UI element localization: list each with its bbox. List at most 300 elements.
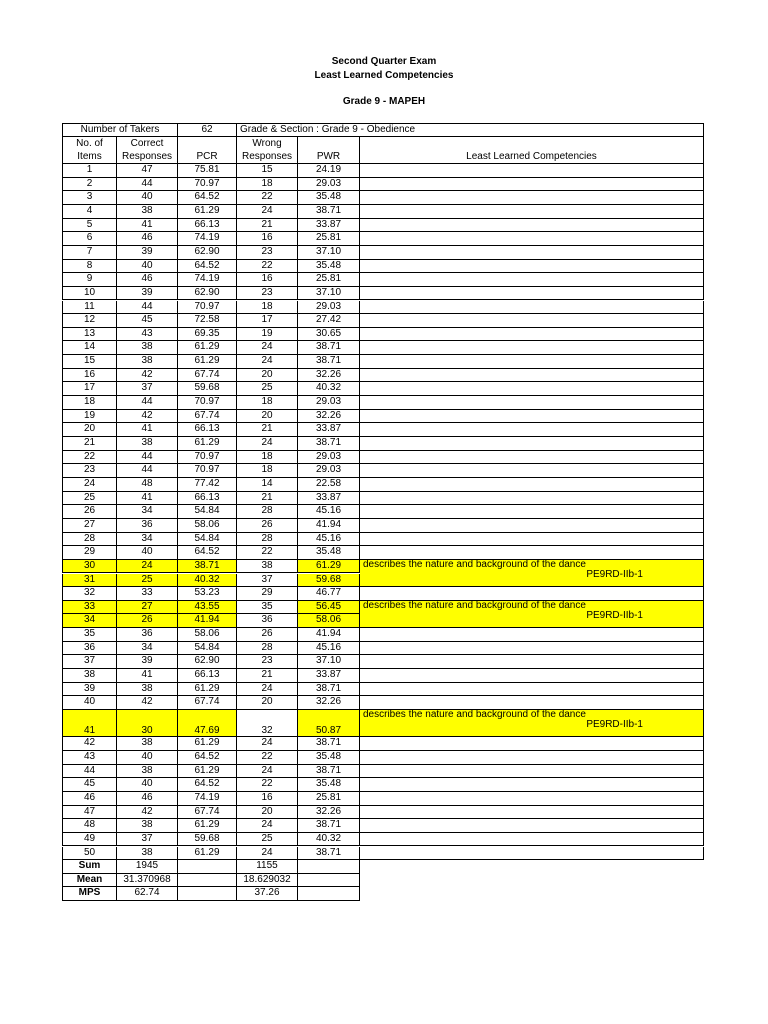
wrong-responses: 22 — [237, 546, 298, 560]
correct-responses: 41 — [117, 669, 178, 683]
competency-empty-cell — [360, 328, 704, 342]
pwr-value: 38.71 — [298, 205, 360, 219]
wrong-responses: 21 — [237, 423, 298, 437]
header-competencies-line2: Least Learned Competencies — [466, 151, 597, 162]
pcr-value: 61.29 — [178, 355, 237, 369]
wrong-responses: 24 — [237, 847, 298, 861]
correct-responses: 38 — [117, 437, 178, 451]
correct-responses: 34 — [117, 533, 178, 547]
summary-pcr-empty — [178, 860, 237, 874]
competency-empty-cell — [360, 642, 704, 656]
wrong-responses: 24 — [237, 437, 298, 451]
pcr-value: 64.52 — [178, 778, 237, 792]
wrong-responses: 26 — [237, 628, 298, 642]
pcr-value: 61.29 — [178, 205, 237, 219]
competency-empty-cell — [360, 423, 704, 437]
wrong-responses: 14 — [237, 478, 298, 492]
pwr-value: 37.10 — [298, 246, 360, 260]
wrong-responses: 20 — [237, 369, 298, 383]
item-number: 22 — [62, 451, 117, 465]
summary-label: MPS — [62, 887, 117, 901]
pcr-value: 74.19 — [178, 232, 237, 246]
pwr-value: 29.03 — [298, 301, 360, 315]
pwr-value: 46.77 — [298, 587, 360, 601]
pwr-value: 33.87 — [298, 423, 360, 437]
correct-responses: 44 — [117, 396, 178, 410]
pwr-value: 25.81 — [298, 273, 360, 287]
pwr-value: 37.10 — [298, 287, 360, 301]
pcr-value: 53.23 — [178, 587, 237, 601]
summary-wrong: 37.26 — [237, 887, 298, 901]
item-number: 9 — [62, 273, 117, 287]
correct-responses: 42 — [117, 369, 178, 383]
wrong-responses: 22 — [237, 260, 298, 274]
correct-responses: 41 — [117, 492, 178, 506]
item-number: 5 — [62, 219, 117, 233]
competency-empty-cell — [360, 246, 704, 260]
correct-responses: 40 — [117, 260, 178, 274]
correct-responses: 39 — [117, 655, 178, 669]
item-number: 18 — [62, 396, 117, 410]
wrong-responses: 38 — [237, 560, 298, 574]
pcr-value: 70.97 — [178, 464, 237, 478]
pcr-value: 40.32 — [178, 574, 237, 588]
wrong-responses: 37 — [237, 574, 298, 588]
pcr-value: 61.29 — [178, 737, 237, 751]
wrong-responses: 16 — [237, 273, 298, 287]
competency-empty-cell — [360, 792, 704, 806]
competency-empty-cell — [360, 546, 704, 560]
correct-responses: 27 — [117, 601, 178, 615]
pwr-value: 59.68 — [298, 574, 360, 588]
competency-empty-cell — [360, 819, 704, 833]
pwr-value: 38.71 — [298, 355, 360, 369]
pwr-value: 40.32 — [298, 382, 360, 396]
header-competencies — [360, 137, 704, 164]
correct-responses: 48 — [117, 478, 178, 492]
summary-correct: 62.74 — [117, 887, 178, 901]
competency-empty-cell — [360, 478, 704, 492]
correct-responses: 26 — [117, 614, 178, 628]
wrong-responses: 24 — [237, 819, 298, 833]
competency-empty-cell — [360, 178, 704, 192]
correct-responses: 38 — [117, 355, 178, 369]
competency-code: PE9RD-IIb-1 — [586, 568, 643, 580]
header-pwr-line2: PWR — [316, 151, 341, 162]
pcr-value: 64.52 — [178, 546, 237, 560]
pcr-value: 70.97 — [178, 178, 237, 192]
item-number: 28 — [62, 533, 117, 547]
summary-correct: 31.370968 — [117, 874, 178, 888]
wrong-responses: 18 — [237, 301, 298, 315]
pwr-value: 29.03 — [298, 396, 360, 410]
summary-wrong: 18.629032 — [237, 874, 298, 888]
correct-responses: 42 — [117, 696, 178, 710]
correct-responses: 34 — [117, 505, 178, 519]
pwr-value: 25.81 — [298, 792, 360, 806]
item-number: 19 — [62, 410, 117, 424]
competency-empty-cell — [360, 669, 704, 683]
wrong-responses: 20 — [237, 410, 298, 424]
wrong-responses: 20 — [237, 696, 298, 710]
item-number: 7 — [62, 246, 117, 260]
competency-cell — [360, 601, 704, 628]
pcr-value: 64.52 — [178, 751, 237, 765]
wrong-responses: 28 — [237, 533, 298, 547]
competency-empty-cell — [360, 260, 704, 274]
correct-responses: 39 — [117, 246, 178, 260]
item-number: 50 — [62, 847, 117, 861]
summary-label: Mean — [62, 874, 117, 888]
pwr-value: 29.03 — [298, 464, 360, 478]
correct-responses: 46 — [117, 273, 178, 287]
header-wrong — [237, 137, 298, 164]
item-number: 17 — [62, 382, 117, 396]
pwr-value: 61.29 — [298, 560, 360, 574]
pwr-value: 35.48 — [298, 751, 360, 765]
item-number: 20 — [62, 423, 117, 437]
pwr-value: 35.48 — [298, 778, 360, 792]
pwr-value: 40.32 — [298, 833, 360, 847]
item-number: 38 — [62, 669, 117, 683]
pcr-value: 64.52 — [178, 191, 237, 205]
competency-empty-cell — [360, 205, 704, 219]
correct-responses: 40 — [117, 751, 178, 765]
wrong-responses: 21 — [237, 219, 298, 233]
competency-text: describes the nature and background of the dance — [363, 600, 586, 611]
pwr-value: 38.71 — [298, 737, 360, 751]
summary-pcr-empty — [178, 887, 237, 901]
correct-responses: 30 — [117, 710, 178, 737]
wrong-responses: 18 — [237, 451, 298, 465]
pcr-value: 66.13 — [178, 669, 237, 683]
item-number: 25 — [62, 492, 117, 506]
pcr-value: 70.97 — [178, 301, 237, 315]
item-number: 39 — [62, 683, 117, 697]
wrong-responses: 35 — [237, 601, 298, 615]
grade-title: Grade 9 - MAPEH — [342, 96, 426, 107]
pcr-value: 58.06 — [178, 628, 237, 642]
item-number: 45 — [62, 778, 117, 792]
pcr-value: 61.29 — [178, 437, 237, 451]
competency-code: PE9RD-IIb-1 — [586, 609, 643, 621]
competency-empty-cell — [360, 437, 704, 451]
wrong-responses: 26 — [237, 519, 298, 533]
item-number: 44 — [62, 765, 117, 779]
pwr-value: 24.19 — [298, 164, 360, 178]
item-number: 3 — [62, 191, 117, 205]
wrong-responses: 18 — [237, 178, 298, 192]
grade-section: Grade & Section : Grade 9 - Obedience — [237, 123, 704, 137]
competency-empty-cell — [360, 505, 704, 519]
item-number: 29 — [62, 546, 117, 560]
pcr-value: 61.29 — [178, 847, 237, 861]
header-items — [62, 137, 117, 164]
pwr-value: 41.94 — [298, 628, 360, 642]
competency-text: describes the nature and background of the dance — [363, 710, 586, 720]
pwr-value: 41.94 — [298, 519, 360, 533]
correct-responses: 38 — [117, 765, 178, 779]
pwr-value: 30.65 — [298, 328, 360, 342]
wrong-responses: 16 — [237, 792, 298, 806]
competency-empty-cell — [360, 451, 704, 465]
item-number: 34 — [62, 614, 117, 628]
pcr-value: 41.94 — [178, 614, 237, 628]
item-number: 26 — [62, 505, 117, 519]
competency-empty-cell — [360, 273, 704, 287]
pwr-value: 38.71 — [298, 437, 360, 451]
pwr-value: 58.06 — [298, 614, 360, 628]
header-wrong-line1: Wrong — [252, 138, 282, 149]
pwr-value: 38.71 — [298, 819, 360, 833]
pwr-value: 29.03 — [298, 178, 360, 192]
pcr-value: 77.42 — [178, 478, 237, 492]
pcr-value: 75.81 — [178, 164, 237, 178]
wrong-responses: 18 — [237, 396, 298, 410]
item-number: 8 — [62, 260, 117, 274]
pwr-value: 32.26 — [298, 410, 360, 424]
wrong-responses: 36 — [237, 614, 298, 628]
competency-empty-cell — [360, 369, 704, 383]
correct-responses: 42 — [117, 410, 178, 424]
correct-responses: 36 — [117, 628, 178, 642]
header-items-line1: No. of — [76, 138, 103, 149]
pwr-value: 33.87 — [298, 492, 360, 506]
pcr-value: 58.06 — [178, 519, 237, 533]
pwr-value: 25.81 — [298, 232, 360, 246]
competency-table — [62, 123, 704, 905]
competency-empty-cell — [360, 533, 704, 547]
correct-responses: 33 — [117, 587, 178, 601]
correct-responses: 41 — [117, 423, 178, 437]
header-correct-line1: Correct — [130, 138, 164, 149]
competency-empty-cell — [360, 492, 704, 506]
correct-responses: 44 — [117, 178, 178, 192]
summary-pwr-empty — [298, 860, 360, 874]
item-number: 31 — [62, 574, 117, 588]
wrong-responses: 28 — [237, 642, 298, 656]
competency-empty-cell — [360, 232, 704, 246]
summary-pcr-empty — [178, 874, 237, 888]
pcr-value: 47.69 — [178, 710, 237, 737]
wrong-responses: 24 — [237, 737, 298, 751]
competency-empty-cell — [360, 778, 704, 792]
wrong-responses: 22 — [237, 191, 298, 205]
item-number: 10 — [62, 287, 117, 301]
competency-empty-cell — [360, 396, 704, 410]
correct-responses: 24 — [117, 560, 178, 574]
correct-responses: 38 — [117, 847, 178, 861]
item-number: 2 — [62, 178, 117, 192]
item-number: 36 — [62, 642, 117, 656]
wrong-responses: 17 — [237, 314, 298, 328]
competency-empty-cell — [360, 655, 704, 669]
item-number: 37 — [62, 655, 117, 669]
competency-empty-cell — [360, 765, 704, 779]
pwr-value: 38.71 — [298, 683, 360, 697]
competency-code: PE9RD-IIb-1 — [586, 719, 643, 730]
correct-responses: 37 — [117, 833, 178, 847]
pwr-value: 35.48 — [298, 546, 360, 560]
wrong-responses: 20 — [237, 806, 298, 820]
exam-title: Second Quarter Exam — [331, 56, 437, 67]
pcr-value: 54.84 — [178, 642, 237, 656]
wrong-responses: 15 — [237, 164, 298, 178]
pwr-value: 33.87 — [298, 219, 360, 233]
summary-correct: 1945 — [117, 860, 178, 874]
takers-label: Number of Takers — [62, 123, 178, 137]
pcr-value: 72.58 — [178, 314, 237, 328]
item-number: 11 — [62, 301, 117, 315]
pcr-value: 67.74 — [178, 369, 237, 383]
item-number: 12 — [62, 314, 117, 328]
competency-cell — [360, 560, 704, 587]
pcr-value: 54.84 — [178, 505, 237, 519]
pwr-value: 45.16 — [298, 533, 360, 547]
competency-empty-cell — [360, 410, 704, 424]
item-number: 41 — [62, 710, 117, 737]
pcr-value: 61.29 — [178, 765, 237, 779]
competency-empty-cell — [360, 628, 704, 642]
item-number: 46 — [62, 792, 117, 806]
wrong-responses: 21 — [237, 669, 298, 683]
pcr-value: 62.90 — [178, 655, 237, 669]
pcr-value: 70.97 — [178, 451, 237, 465]
competency-empty-cell — [360, 587, 704, 601]
item-number: 42 — [62, 737, 117, 751]
competency-empty-cell — [360, 219, 704, 233]
correct-responses: 38 — [117, 341, 178, 355]
header-correct — [117, 137, 178, 164]
pcr-value: 74.19 — [178, 792, 237, 806]
pwr-value: 56.45 — [298, 601, 360, 615]
pwr-value: 45.16 — [298, 642, 360, 656]
competency-cell — [360, 710, 704, 737]
competency-empty-cell — [360, 164, 704, 178]
pcr-value: 64.52 — [178, 260, 237, 274]
item-number: 4 — [62, 205, 117, 219]
correct-responses: 38 — [117, 819, 178, 833]
pcr-value: 43.55 — [178, 601, 237, 615]
header-wrong-line2: Responses — [241, 151, 293, 162]
correct-responses: 44 — [117, 301, 178, 315]
correct-responses: 47 — [117, 164, 178, 178]
pwr-value: 38.71 — [298, 341, 360, 355]
wrong-responses: 22 — [237, 778, 298, 792]
pwr-value: 50.87 — [298, 710, 360, 737]
pcr-value: 67.74 — [178, 696, 237, 710]
correct-responses: 44 — [117, 451, 178, 465]
summary-wrong: 1155 — [237, 860, 298, 874]
item-number: 24 — [62, 478, 117, 492]
header-pcr — [178, 137, 237, 164]
pcr-value: 66.13 — [178, 219, 237, 233]
competency-empty-cell — [360, 314, 704, 328]
pcr-value: 61.29 — [178, 819, 237, 833]
correct-responses: 36 — [117, 519, 178, 533]
item-number: 49 — [62, 833, 117, 847]
item-number: 21 — [62, 437, 117, 451]
header-items-line2: Items — [77, 151, 102, 162]
pcr-value: 62.90 — [178, 246, 237, 260]
correct-responses: 38 — [117, 683, 178, 697]
header-pwr — [298, 137, 360, 164]
item-number: 16 — [62, 369, 117, 383]
pcr-value: 66.13 — [178, 423, 237, 437]
summary-pwr-empty — [298, 887, 360, 901]
wrong-responses: 23 — [237, 246, 298, 260]
wrong-responses: 29 — [237, 587, 298, 601]
wrong-responses: 25 — [237, 382, 298, 396]
correct-responses: 45 — [117, 314, 178, 328]
correct-responses: 25 — [117, 574, 178, 588]
wrong-responses: 24 — [237, 205, 298, 219]
item-number: 1 — [62, 164, 117, 178]
item-number: 15 — [62, 355, 117, 369]
wrong-responses: 21 — [237, 492, 298, 506]
pwr-value: 29.03 — [298, 451, 360, 465]
wrong-responses: 28 — [237, 505, 298, 519]
competency-empty-cell — [360, 683, 704, 697]
competency-empty-cell — [360, 737, 704, 751]
correct-responses: 41 — [117, 219, 178, 233]
item-number: 43 — [62, 751, 117, 765]
competency-empty-cell — [360, 341, 704, 355]
pwr-value: 27.42 — [298, 314, 360, 328]
pcr-value: 66.13 — [178, 492, 237, 506]
pcr-value: 67.74 — [178, 806, 237, 820]
item-number: 23 — [62, 464, 117, 478]
takers-value: 62 — [178, 123, 237, 137]
competency-empty-cell — [360, 301, 704, 315]
wrong-responses: 24 — [237, 341, 298, 355]
item-number: 14 — [62, 341, 117, 355]
pwr-value: 33.87 — [298, 669, 360, 683]
correct-responses: 38 — [117, 737, 178, 751]
wrong-responses: 23 — [237, 655, 298, 669]
pcr-value: 59.68 — [178, 382, 237, 396]
wrong-responses: 24 — [237, 355, 298, 369]
pwr-value: 32.26 — [298, 696, 360, 710]
wrong-responses: 22 — [237, 751, 298, 765]
correct-responses: 46 — [117, 232, 178, 246]
item-number: 13 — [62, 328, 117, 342]
correct-responses: 43 — [117, 328, 178, 342]
pcr-value: 74.19 — [178, 273, 237, 287]
item-number: 40 — [62, 696, 117, 710]
correct-responses: 39 — [117, 287, 178, 301]
correct-responses: 38 — [117, 205, 178, 219]
competency-empty-cell — [360, 287, 704, 301]
competency-empty-cell — [360, 191, 704, 205]
correct-responses: 44 — [117, 464, 178, 478]
report-subtitle: Least Learned Competencies — [314, 70, 454, 81]
pwr-value: 38.71 — [298, 765, 360, 779]
item-number: 30 — [62, 560, 117, 574]
correct-responses: 40 — [117, 778, 178, 792]
correct-responses: 37 — [117, 382, 178, 396]
correct-responses: 34 — [117, 642, 178, 656]
pwr-value: 37.10 — [298, 655, 360, 669]
wrong-responses: 24 — [237, 683, 298, 697]
pwr-value: 35.48 — [298, 191, 360, 205]
competency-empty-cell — [360, 847, 704, 861]
item-number: 27 — [62, 519, 117, 533]
pcr-value: 59.68 — [178, 833, 237, 847]
wrong-responses: 16 — [237, 232, 298, 246]
pwr-value: 32.26 — [298, 369, 360, 383]
summary-pwr-empty — [298, 874, 360, 888]
